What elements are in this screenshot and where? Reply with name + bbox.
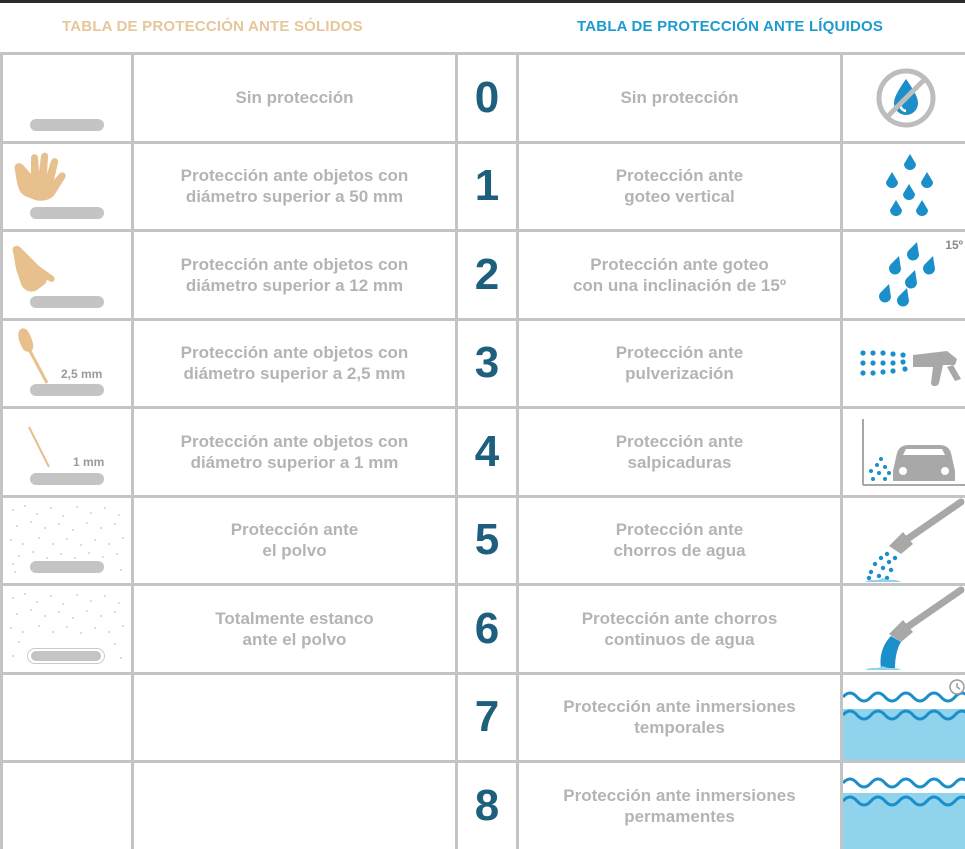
solids-table-title: TABLA DE PROTECCIÓN ANTE SÓLIDOS [62, 18, 363, 35]
solid-icon-cell-8 [3, 763, 131, 849]
surface-bar [30, 384, 104, 396]
surface-bar [30, 119, 104, 131]
liquid-description-4: Protección ante salpicaduras [519, 409, 840, 495]
surface-bar [30, 296, 104, 308]
hose-jet-icon [843, 586, 965, 672]
ip-number-6: 6 [458, 586, 516, 672]
solid-icon-cell-3 [3, 321, 131, 407]
ip-number-3: 3 [458, 321, 516, 407]
car-splash-icon [843, 409, 965, 495]
spray-gun-icon [843, 321, 965, 407]
solid-icon-cell-5 [3, 498, 131, 584]
waves-clock-icon [843, 675, 965, 761]
ip-number-2: 2 [458, 232, 516, 318]
angle-label: 15º [945, 238, 963, 252]
ip-number-5: 5 [458, 498, 516, 584]
solid-icon-cell-7 [3, 675, 131, 761]
liquid-description-8: Protección ante inmersiones permamentes [519, 763, 840, 849]
liquid-icon-cell-0 [843, 55, 965, 141]
top-border [0, 0, 965, 3]
solid-description-4: Protección ante objetos con diámetro superior a 1 mm [134, 409, 455, 495]
liquid-icon-cell-1 [843, 144, 965, 230]
solid-description-7 [134, 675, 455, 761]
sealed-surface-bar [27, 648, 105, 664]
solid-description-2: Protección ante objetos con diámetro superior a 12 mm [134, 232, 455, 318]
size-label-1mm: 1 mm [73, 455, 105, 469]
solid-icon-cell-0 [3, 55, 131, 141]
solid-description-0: Sin protección [134, 55, 455, 141]
liquid-icon-cell-4 [843, 409, 965, 495]
liquid-icon-cell-8 [843, 763, 965, 849]
liquid-description-6: Protección ante chorros continuos de agua [519, 586, 840, 672]
liquid-description-2: Protección ante goteo con una inclinación de 15º [519, 232, 840, 318]
ip-number-8: 8 [458, 763, 516, 849]
solid-icon-cell-6 [3, 586, 131, 672]
solid-icon-cell-1 [3, 144, 131, 230]
solid-description-3: Protección ante objetos con diámetro superior a 2,5 mm [134, 321, 455, 407]
ip-number-4: 4 [458, 409, 516, 495]
liquid-description-3: Protección ante pulverización [519, 321, 840, 407]
liquid-icon-cell-7 [843, 675, 965, 761]
waves-icon [843, 763, 965, 849]
surface-bar [30, 207, 104, 219]
ip-number-1: 1 [458, 144, 516, 230]
solid-icon-cell-4 [3, 409, 131, 495]
no-water-icon [843, 55, 965, 141]
liquid-icon-cell-6 [843, 586, 965, 672]
liquid-icon-cell-3 [843, 321, 965, 407]
liquid-icon-cell-5 [843, 498, 965, 584]
solid-icon-cell-2 [3, 232, 131, 318]
size-label-2-5mm: 2,5 mm [61, 366, 103, 381]
ip-number-7: 7 [458, 675, 516, 761]
surface-bar [30, 561, 104, 573]
liquid-description-7: Protección ante inmersiones temporales [519, 675, 840, 761]
liquid-icon-cell-2 [843, 232, 965, 318]
solid-description-1: Protección ante objetos con diámetro superior a 50 mm [134, 144, 455, 230]
ip-protection-table [0, 52, 965, 849]
solid-description-8 [134, 763, 455, 849]
liquids-table-title: TABLA DE PROTECCIÓN ANTE LÍQUIDOS [577, 18, 884, 35]
surface-bar [30, 473, 104, 485]
hose-spray-icon [843, 498, 965, 584]
liquid-description-5: Protección ante chorros de agua [519, 498, 840, 584]
solid-description-5: Protección ante el polvo [134, 498, 455, 584]
solid-description-6: Totalmente estanco ante el polvo [134, 586, 455, 672]
ip-number-0: 0 [458, 55, 516, 141]
water-drops-icon [843, 144, 965, 230]
liquid-description-1: Protección ante goteo vertical [519, 144, 840, 230]
liquid-description-0: Sin protección [519, 55, 840, 141]
